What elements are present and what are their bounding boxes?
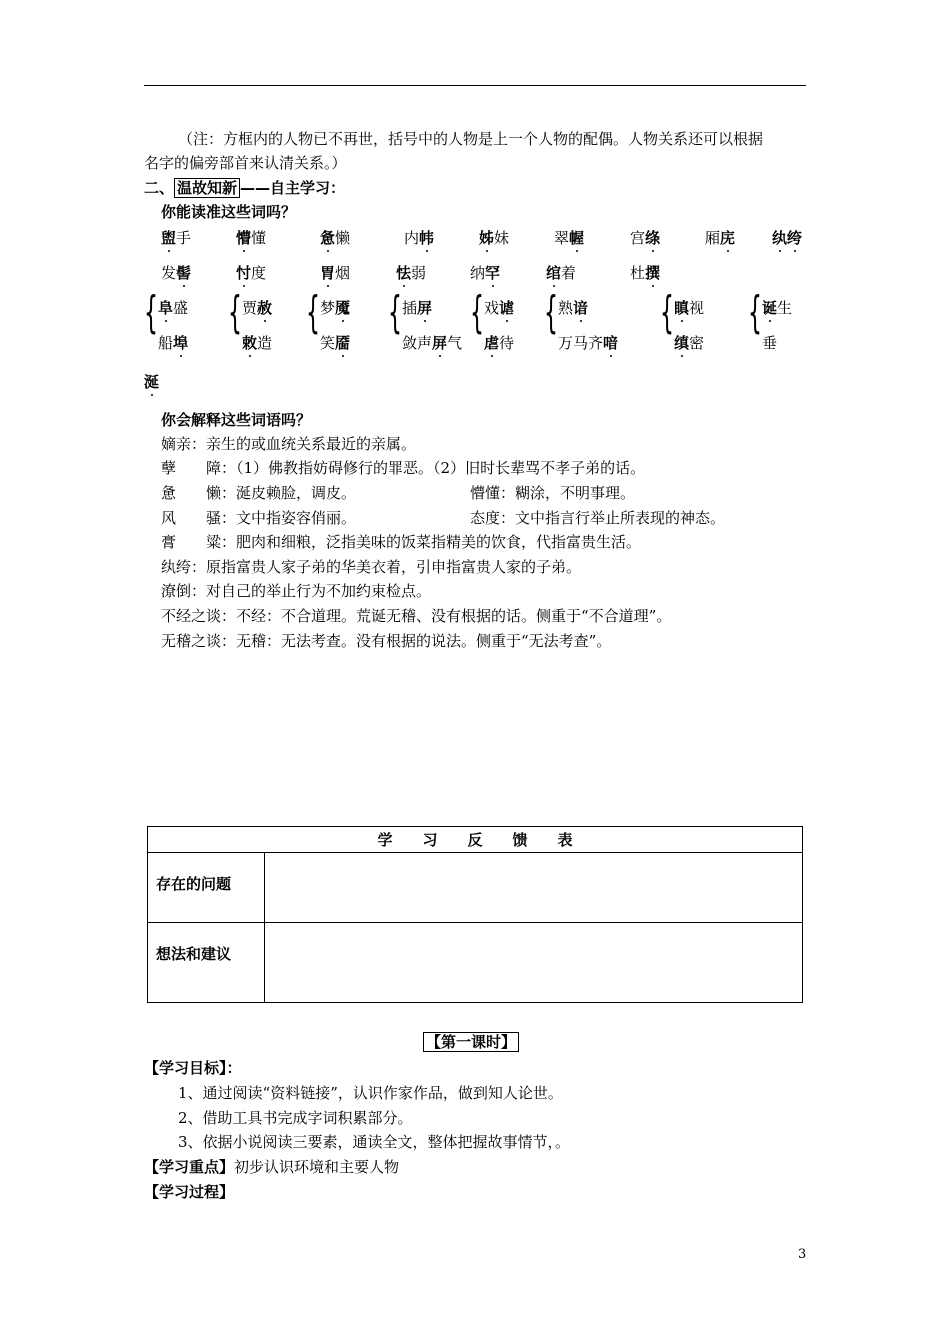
word-plain-char: 造 xyxy=(257,334,273,352)
word-plain-char: 齐 xyxy=(588,334,604,352)
word-dotted-char: 盥 xyxy=(161,229,177,247)
word-dotted-char: 谙 xyxy=(573,299,589,317)
def-1: 孽 障：（1）佛教指妨碍修行的罪恶。（2）旧时长辈骂不孝子弟的话。 xyxy=(161,459,646,477)
row1-word xyxy=(404,227,434,248)
page-number: 3 xyxy=(798,1247,807,1262)
word-dotted-char: 屏 xyxy=(432,334,448,352)
word-dotted-char: 喑 xyxy=(603,334,619,352)
word-plain-char: 懒 xyxy=(335,229,351,247)
word-plain-char: 妹 xyxy=(494,229,510,247)
goal-1: 1、通过阅读“资料链接”，认识作家作品，做到知人论世。 xyxy=(178,1084,563,1102)
word-plain-char: 弱 xyxy=(411,264,427,282)
def-5: 态度：文中指言行举止所表现的神态。 xyxy=(470,509,726,527)
word-dotted-char: 罕 xyxy=(485,264,501,282)
row1-word xyxy=(479,227,509,248)
row1-word xyxy=(705,227,735,248)
suggestions-label: 想法和建议 xyxy=(148,923,265,1003)
word-plain-char: 杜 xyxy=(630,264,646,282)
pair-word xyxy=(674,332,704,353)
word-plain-char: 生 xyxy=(777,299,793,317)
def-8: 潦倒：对自己的举止行为不加约束检点。 xyxy=(161,582,432,600)
pair-word xyxy=(558,332,618,353)
word-dotted-char: 姊 xyxy=(479,229,495,247)
pair-word xyxy=(484,332,514,353)
word-plain-char: 梦 xyxy=(320,299,336,317)
pair-word xyxy=(402,332,462,353)
row2-word xyxy=(396,262,426,283)
word-plain-char: 纳 xyxy=(470,264,486,282)
pair-word xyxy=(158,297,188,318)
word-dotted-char: 埠 xyxy=(173,334,189,352)
word-plain-char: 熟 xyxy=(558,299,574,317)
brace-icon: { xyxy=(470,287,484,338)
goal-3: 3、依据小说阅读三要素，通读全文，整体把握故事情节，。 xyxy=(178,1133,571,1151)
goals-label: 【学习目标】： xyxy=(144,1059,242,1077)
brace-icon: { xyxy=(748,287,762,338)
focus-line xyxy=(144,1156,399,1177)
word-dotted-char: 髻 xyxy=(176,264,192,282)
tail-word-char: 涎 xyxy=(144,373,160,391)
note-line-1: （注：方框内的人物已不再世，括号中的人物是上一个人物的配偶。人物关系还可以根据 xyxy=(178,130,764,148)
pair-word xyxy=(762,297,792,318)
word-plain-char: 声 xyxy=(417,334,433,352)
row1-word xyxy=(236,227,266,248)
word-dotted-char: 帏 xyxy=(419,229,435,247)
word-plain-char: 视 xyxy=(689,299,705,317)
word-dotted-char: 魇 xyxy=(335,299,351,317)
def-9: 不经之谈：不经：不合道理。荒诞无稽、没有根据的话。侧重于“不合道理”。 xyxy=(161,607,672,625)
word-plain-char: 敛 xyxy=(402,334,418,352)
row1-word xyxy=(320,227,350,248)
word-dotted-char: 怯 xyxy=(396,264,412,282)
brace-icon: { xyxy=(228,287,242,338)
word-dotted-char: 纨 xyxy=(772,229,788,247)
pair-word xyxy=(674,297,704,318)
word-dotted-char: 庑 xyxy=(720,229,736,247)
word-dotted-char: 幄 xyxy=(569,229,585,247)
question-read-words: 你能读准这些词吗？ xyxy=(161,203,297,221)
section-heading xyxy=(144,177,345,198)
feedback-table xyxy=(147,826,803,1003)
word-plain-char: 内 xyxy=(404,229,420,247)
def-2: 惫 懒：涎皮赖脸，调皮。 xyxy=(161,484,357,502)
word-dotted-char: 阜 xyxy=(158,299,174,317)
word-dotted-char: 谑 xyxy=(499,299,515,317)
brace-icon: { xyxy=(306,287,320,338)
pair-word xyxy=(484,297,514,318)
word-plain-char: 密 xyxy=(689,334,705,352)
brace-icon: { xyxy=(144,287,158,338)
word-dotted-char: 瞋 xyxy=(674,299,690,317)
word-plain-char: 戏 xyxy=(484,299,500,317)
word-plain-char: 盛 xyxy=(173,299,189,317)
row2-word xyxy=(161,262,191,283)
pair-word xyxy=(242,297,272,318)
row1-word xyxy=(772,227,802,248)
focus-label: 【学习重点】 xyxy=(144,1158,235,1176)
def-7: 纨绔：原指富贵人家子弟的华美衣着，引申指富贵人家的子弟。 xyxy=(161,558,582,576)
row2-word xyxy=(470,262,500,283)
word-dotted-char: 懵 xyxy=(236,229,252,247)
word-dotted-char: 敕 xyxy=(242,334,258,352)
section-subtitle: ——自主学习： xyxy=(240,179,346,197)
problems-cell[interactable] xyxy=(265,853,803,923)
pair-word xyxy=(558,297,588,318)
word-dotted-char: 虐 xyxy=(484,334,500,352)
word-dotted-char: 绾 xyxy=(546,264,562,282)
brace-icon: { xyxy=(660,287,674,338)
word-plain-char: 船 xyxy=(158,334,174,352)
row2-word xyxy=(236,262,266,283)
def-3: 懵懂：糊涂，不明事理。 xyxy=(470,484,636,502)
pair-word xyxy=(320,297,350,318)
word-plain-char: 插 xyxy=(402,299,418,317)
header-rule xyxy=(144,85,806,86)
brace-icon: { xyxy=(388,287,402,338)
section-boxed-title: 温故知新 xyxy=(174,178,240,198)
word-plain-char: 万 xyxy=(558,334,574,352)
word-dotted-char: 靥 xyxy=(335,334,351,352)
pair-word xyxy=(158,332,188,353)
word-dotted-char: 惫 xyxy=(320,229,336,247)
word-plain-char: 着 xyxy=(561,264,577,282)
word-plain-char: 待 xyxy=(499,334,515,352)
word-dotted-char: 赦 xyxy=(257,299,273,317)
focus-text: 初步认识环境和主要人物 xyxy=(234,1158,400,1176)
word-dotted-char: 绔 xyxy=(787,229,803,247)
word-plain-char: 厢 xyxy=(705,229,721,247)
note-line-2: 名字的偏旁部首来认清关系。） xyxy=(144,154,347,172)
word-plain-char: 马 xyxy=(573,334,589,352)
def-10: 无稽之谈：无稽：无法考查。没有根据的说法。侧重于“无法考查”。 xyxy=(161,632,612,650)
row2-word xyxy=(320,262,350,283)
question-explain-words: 你会解释这些词语吗？ xyxy=(161,411,312,429)
tail-word xyxy=(144,371,159,392)
word-plain-char: 手 xyxy=(176,229,192,247)
word-dotted-char: 绦 xyxy=(645,229,661,247)
def-4: 风 骚：文中指姿容俏丽。 xyxy=(161,509,357,527)
row2-word xyxy=(546,262,576,283)
def-0: 嫡亲：亲生的或血统关系最近的亲属。 xyxy=(161,435,417,453)
row2-word xyxy=(630,262,660,283)
word-dotted-char: 忖 xyxy=(236,264,252,282)
word-plain-char: 贾 xyxy=(242,299,258,317)
row1-word xyxy=(161,227,191,248)
pair-word xyxy=(320,332,350,353)
goal-2: 2、借助工具书完成字词积累部分。 xyxy=(178,1109,413,1127)
word-plain-char: 度 xyxy=(251,264,267,282)
word-plain-char: 垂 xyxy=(762,334,778,352)
word-dotted-char: 胃 xyxy=(320,264,336,282)
word-dotted-char: 屏 xyxy=(417,299,433,317)
word-dotted-char: 撰 xyxy=(645,264,661,282)
word-plain-char: 翠 xyxy=(554,229,570,247)
def-6: 膏 粱：肥肉和细粮，泛指美味的饭菜指精美的饮食，代指富贵生活。 xyxy=(161,533,642,551)
section-number: 二、 xyxy=(144,179,175,197)
word-plain-char: 烟 xyxy=(335,264,351,282)
pair-word xyxy=(762,332,777,353)
brace-icon: { xyxy=(544,287,558,338)
row1-word xyxy=(554,227,584,248)
word-plain-char: 宫 xyxy=(630,229,646,247)
row1-word xyxy=(630,227,660,248)
suggestions-cell[interactable] xyxy=(265,923,803,1003)
pair-word xyxy=(242,332,272,353)
word-plain-char: 笑 xyxy=(320,334,336,352)
feedback-table-title: 学 习 反 馈 表 xyxy=(148,827,803,853)
word-plain-char: 发 xyxy=(161,264,177,282)
process-label: 【学习过程】 xyxy=(144,1183,235,1201)
word-dotted-char: 诞 xyxy=(762,299,778,317)
word-plain-char: 懂 xyxy=(251,229,267,247)
problems-label: 存在的问题 xyxy=(148,853,265,923)
word-plain-char: 气 xyxy=(447,334,463,352)
pair-word xyxy=(402,297,432,318)
word-dotted-char: 缜 xyxy=(674,334,690,352)
lesson-title: 【第一课时】 xyxy=(423,1032,519,1052)
